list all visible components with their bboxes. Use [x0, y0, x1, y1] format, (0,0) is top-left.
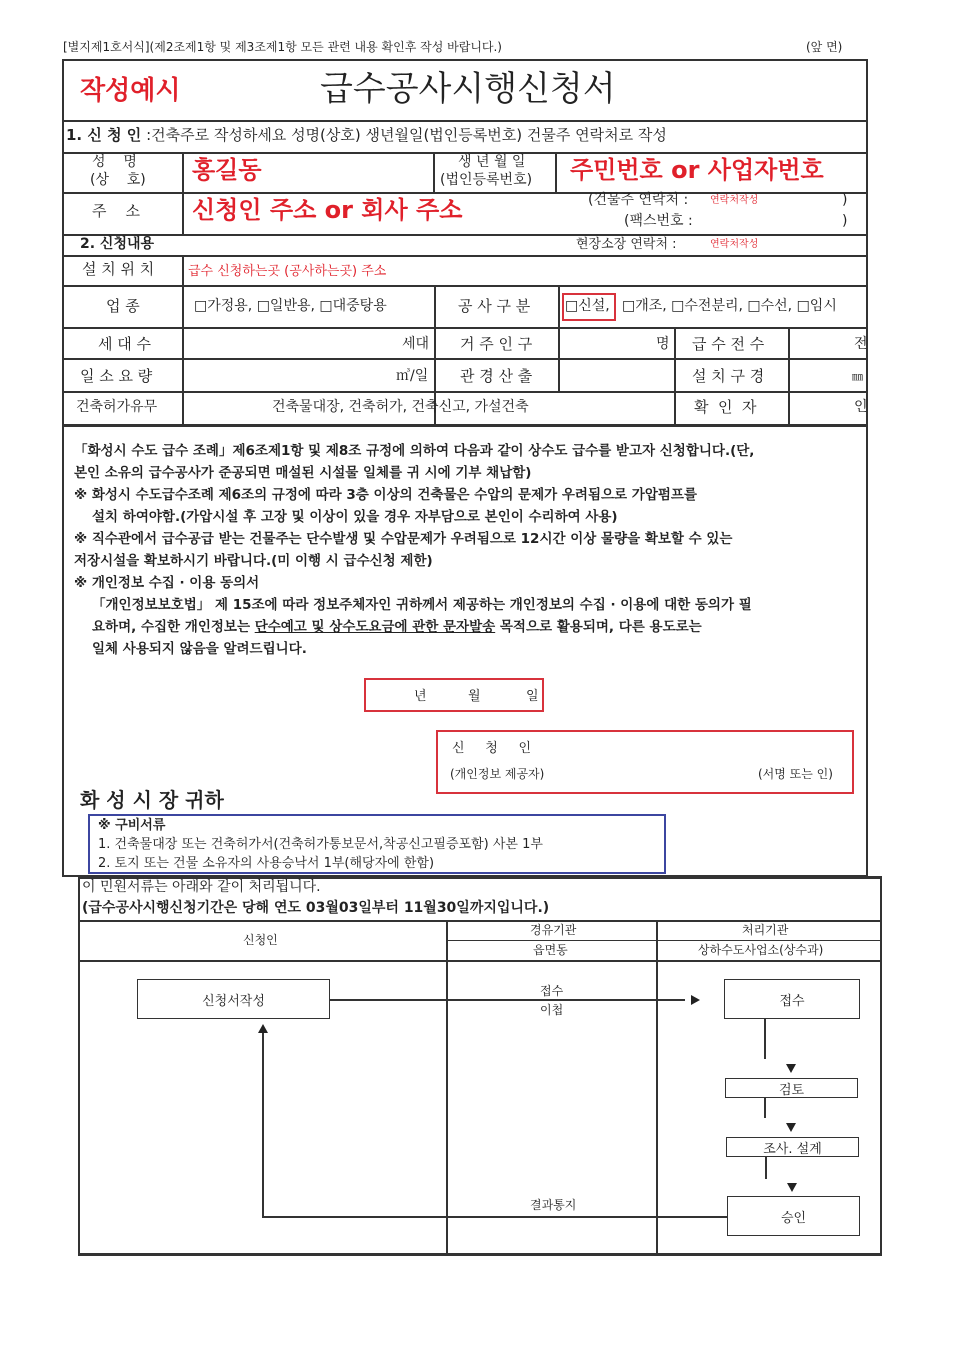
confirmer-unit: 인 — [854, 399, 868, 415]
step-review: 검토 — [725, 1078, 858, 1098]
process-intro: 이 민원서류는 아래와 같이 처리됩니다. — [82, 879, 321, 895]
date-year: 년 — [414, 689, 427, 704]
col-proc-sub: 상하수도사업소(상수과) — [698, 943, 824, 957]
arrow-up-icon — [258, 1024, 268, 1033]
diameter-label: 설 치 구 경 — [692, 367, 765, 385]
privacy-purpose: 단수예고 및 상수도요금에 관한 문자발송 — [254, 619, 496, 635]
body-p1-line2: 본인 소유의 급수공사가 준공되면 매설된 시설물 일체를 귀 시에 기부 채납함) — [74, 465, 532, 481]
birth-label: 생 년 월 일 — [458, 154, 526, 170]
date-field[interactable] — [364, 678, 544, 712]
body-text — [74, 440, 754, 660]
taps-unit: 전 — [854, 336, 868, 352]
name-label-sub: (상 호) — [90, 172, 146, 188]
business-label: 업 종 — [106, 297, 140, 315]
form-reference: [별지제1호서식](제2조제1항 및 제3조제1항 모든 관련 내용 확인후 작성 바랍니다.) — [63, 40, 502, 54]
address-value[interactable]: 신청인 주소 or 회사 주소 — [192, 196, 463, 224]
site-contact-label: 현장소장 연락처 : — [576, 237, 677, 252]
section2-label: 2. 신청내용 — [80, 236, 155, 252]
address-label: 주 소 — [92, 202, 141, 220]
business-options[interactable]: □가정용, □일반용, □대중탕용 — [194, 298, 387, 314]
taps-label: 급 수 전 수 — [692, 335, 765, 353]
work-type-new-option[interactable]: □신설, — [565, 298, 610, 314]
via-receive: 접수 — [540, 984, 564, 998]
col-via-sub: 읍면동 — [533, 943, 568, 957]
residents-label: 거 주 인 구 — [460, 335, 533, 353]
col-proc: 처리기관 — [742, 923, 789, 937]
body-p2-line1: ※ 화성시 수도급수조례 제6조의 규정에 따라 3층 이상의 건축물은 수압의 문제가 우려됨으로 가압펌프를 — [74, 487, 697, 503]
sign-label: (서명 또는 인) — [758, 767, 833, 781]
body-p1-line1: 「화성시 수도 급수 조례」제6조제1항 및 제8조 규정에 의하여 다음과 같이 상수도 급수를 받고자 신청합니다.(단, — [74, 443, 755, 459]
households-unit: 세대 — [402, 336, 430, 352]
birth-value[interactable]: 주민번호 or 사업자번호 — [570, 156, 824, 184]
fax-input[interactable] — [710, 214, 830, 228]
document-item-2: 2. 토지 또는 건물 소유자의 사용승낙서 1부(해당자에 한함) — [98, 856, 435, 871]
via-transfer: 이첩 — [540, 1003, 564, 1017]
provider-label: (개인정보 제공자) — [450, 767, 545, 781]
documents-title: ※ 구비서류 — [98, 818, 166, 833]
required-documents — [88, 814, 666, 874]
applicant-label: 신 청 인 — [452, 741, 531, 756]
fax-close: ) — [842, 213, 848, 229]
application-period: (급수공사시행신청기간은 당해 연도 03월03일부터 11월30일까지입니다.) — [82, 900, 550, 916]
permit-options[interactable]: 건축물대장, 건축허가, 건축신고, 가설건축 — [272, 399, 529, 415]
work-type-label: 공 사 구 분 — [458, 297, 531, 315]
residents-unit: 명 — [656, 336, 670, 352]
privacy-title: ※ 개인정보 수집 · 이용 동의서 — [74, 575, 260, 591]
daily-usage-unit: ㎥/일 — [396, 368, 429, 384]
applicant-name-value[interactable]: 홍길동 — [192, 156, 262, 184]
privacy-line3: 일체 사용되지 않음을 알려드립니다. — [92, 641, 307, 657]
site-contact-value[interactable]: 연락처작성 — [710, 239, 759, 250]
owner-contact-close: ) — [842, 192, 848, 208]
name-label: 성 명 — [92, 154, 137, 170]
location-label: 설 치 위 치 — [82, 260, 155, 278]
date-month: 월 — [468, 689, 481, 704]
owner-contact-label: (건물주 연락처 : — [588, 192, 689, 208]
arrow-down-icon — [787, 1183, 797, 1192]
arrow-down-icon — [786, 1123, 796, 1132]
step-survey-design: 조사. 설계 — [726, 1137, 859, 1157]
arrow-right-icon — [691, 995, 700, 1005]
page-title: 급수공사시행신청서 — [320, 69, 616, 109]
page-side: (앞 면) — [806, 40, 843, 54]
work-type-options[interactable]: □개조, □수전분리, □수선, □임시 — [622, 298, 837, 314]
signature-field[interactable] — [436, 730, 854, 794]
step-write-application: 신청서작성 — [137, 979, 330, 1019]
body-p3-line2: 저장시설을 확보하시기 바랍니다.(미 이행 시 급수신청 제한) — [74, 553, 433, 569]
owner-contact-value[interactable]: 연락처작성 — [710, 195, 759, 206]
col-via: 경유기관 — [530, 923, 577, 937]
confirmer-label: 확 인 자 — [694, 398, 757, 416]
pipe-calc-label: 관 경 산 출 — [460, 367, 533, 385]
step-approve: 승인 — [727, 1196, 860, 1236]
step-receive: 접수 — [724, 979, 860, 1019]
date-day: 일 — [526, 689, 539, 704]
privacy-line1: 「개인정보보호법」 제 15조에 따라 정보주체자인 귀하께서 제공하는 개인정보의 수집 · 이용에 대한 동의가 필 — [92, 597, 752, 613]
privacy-line2: 요하며, 수집한 개인정보는 단수예고 및 상수도요금에 관한 문자발송 목적으로 활용되며, 다른 용도로는 — [92, 619, 702, 635]
section1-label: 1. 신 청 인 — [66, 126, 142, 144]
example-label: 작성예시 — [80, 76, 181, 106]
col-applicant: 신청인 — [243, 933, 278, 947]
section1-header — [66, 128, 667, 143]
birth-label-sub: (법인등록번호) — [440, 172, 533, 188]
result-notice: 결과통지 — [530, 1198, 577, 1212]
document-item-1: 1. 건축물대장 또는 건축허가서(건축허가통보문서,착공신고필증포함) 사본 1부 — [98, 837, 543, 852]
addressee: 화 성 시 장 귀하 — [80, 788, 224, 812]
location-value[interactable]: 급수 신청하는곳 (공사하는곳) 주소 — [188, 264, 387, 279]
diameter-unit: ㎜ — [852, 370, 863, 383]
daily-usage-label: 일 소 요 량 — [80, 367, 153, 385]
households-label: 세 대 수 — [98, 335, 152, 353]
body-p2-line2: 설치 하여야함.(가압시설 후 고장 및 이상이 있을 경우 자부담으로 본인이 수리하여 사용) — [92, 509, 618, 525]
fax-label: (팩스번호 : — [624, 213, 693, 229]
body-p3-line1: ※ 직수관에서 급수공급 받는 건물주는 단수발생 및 수압문제가 우려됨으로 12시간 이상 물량을 확보할 수 있는 — [74, 531, 733, 547]
section1-instruction: :건축주로 작성하세요 성명(상호) 생년월일(법인등록번호) 건물주 연락처로 작성 — [146, 126, 667, 144]
permit-label: 건축허가유무 — [76, 399, 158, 415]
arrow-down-icon — [786, 1064, 796, 1073]
